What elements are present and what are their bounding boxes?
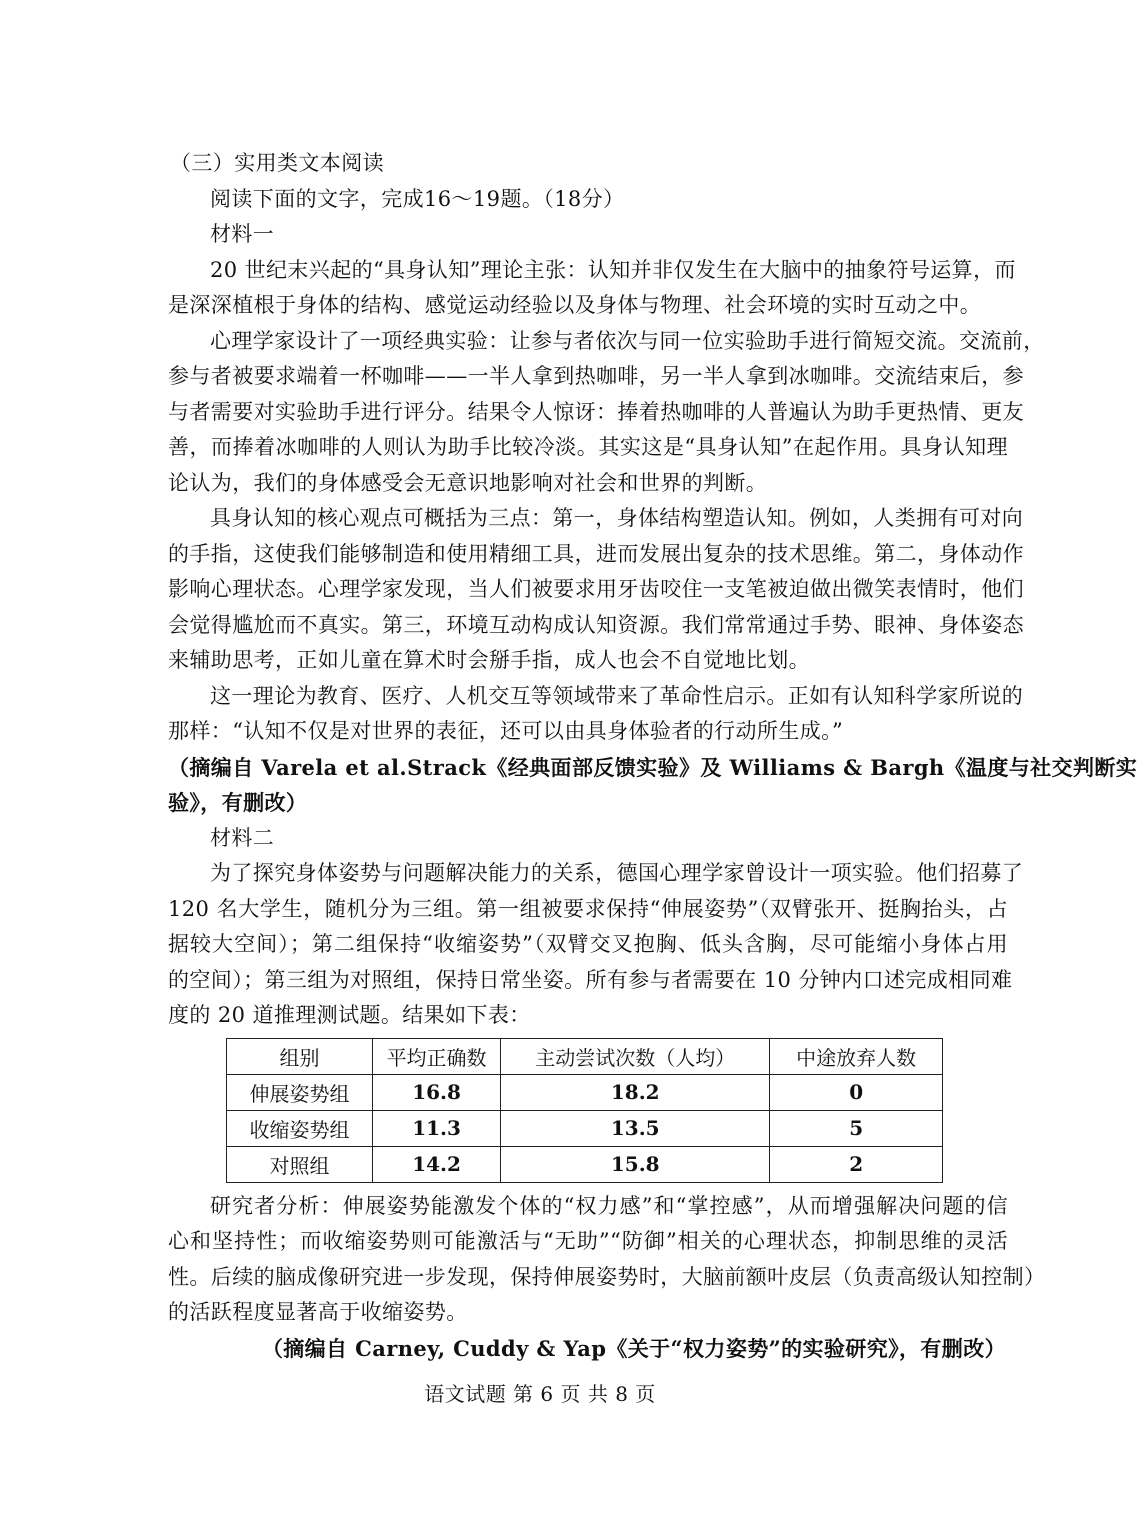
table-cell-value: 5 (770, 1110, 943, 1146)
table-row (227, 1146, 943, 1182)
m1-p1-line: 20 世纪末兴起的“具身认知”理论主张：认知并非仅发生在大脑中的抽象符号运算，而 (210, 257, 1016, 282)
m2-p2-line: 的活跃程度显著高于收缩姿势。 (168, 1300, 468, 1324)
m1-p2-line: 参与者被要求端着一杯咖啡——一半人拿到热咖啡，另一半人拿到冰咖啡。交流结束后，参 (168, 364, 1024, 388)
m1-p1-line: 是深深植根于身体的结构、感觉运动经验以及身体与物理、社会环境的实时互动之中。 (168, 293, 982, 317)
m1-p3-line: 影响心理状态。心理学家发现，当人们被要求用牙齿咬住一支笔被迫做出微笑表情时，他们 (168, 577, 1024, 601)
page-footer: 语文试题 第 6 页 共 8 页 (424, 1382, 656, 1406)
m2-p1-line: 的空间）；第三组为对照组，保持日常坐姿。所有参与者需要在 10 分钟内口述完成相同难 (168, 967, 1013, 992)
table-header-cell: 主动尝试次数（人均） (501, 1038, 770, 1074)
m1-p4-line: 这一理论为教育、医疗、人机交互等领域带来了革命性启示。正如有认知科学家所说的 (210, 683, 1024, 708)
table-cell-group: 伸展姿势组 (227, 1074, 373, 1110)
instruction: 阅读下面的文字，完成16～19题。（18分） (210, 186, 625, 211)
table-cell-value: 16.8 (372, 1074, 500, 1110)
table-cell-value: 18.2 (501, 1074, 770, 1110)
table-cell-value: 11.3 (372, 1110, 500, 1146)
m2-p1-line: 120 名大学生，随机分为三组。第一组被要求保持“伸展姿势”（双臂张开、挺胸抬头，占 (168, 896, 1008, 921)
m2-p2-line: 性。后续的脑成像研究进一步发现，保持伸展姿势时，大脑前额叶皮层（负责高级认知控制） (168, 1264, 1046, 1289)
table-cell-value: 13.5 (501, 1110, 770, 1146)
table-row (227, 1110, 943, 1146)
material1-label: 材料一 (210, 222, 275, 246)
m1-p3-line: 的手指，这使我们能够制造和使用精细工具，进而发展出复杂的技术思维。第二，身体动作 (168, 541, 1024, 566)
m2-p1-line: 据较大空间）；第二组保持“收缩姿势”（双臂交叉抱胸、低头含胸，尽可能缩小身体占用 (168, 932, 1008, 956)
table-header-row (227, 1038, 943, 1074)
section-title: （三）实用类文本阅读 (170, 151, 384, 175)
m1-p4-line: 那样：“认知不仅是对世界的表征，还可以由具身体验者的行动所生成。” (168, 719, 844, 743)
m2-p2-line: 心和坚持性；而收缩姿势则可能激活与“无助”“防御”相关的心理状态，抑制思维的灵活 (168, 1229, 1008, 1253)
results-table (226, 1038, 943, 1183)
table-header-cell: 组别 (227, 1038, 373, 1074)
reading-content (168, 146, 1137, 1366)
m2-p1-line: 为了探究身体姿势与问题解决能力的关系，德国心理学家曾设计一项实验。他们招募了 (210, 861, 1024, 885)
m1-p3-line: 具身认知的核心观点可概括为三点：第一，身体结构塑造认知。例如，人类拥有可对向 (210, 506, 1024, 530)
table-cell-value: 15.8 (501, 1146, 770, 1182)
table-cell-value: 2 (770, 1146, 943, 1182)
m2-source: （摘编自 Carney, Cuddy & Yap《关于“权力姿势”的实验研究》，有删改） (261, 1335, 1006, 1361)
table-header-cell: 平均正确数 (372, 1038, 500, 1074)
m1-p3-line: 来辅助思考，正如儿童在算术时会掰手指，成人也会不自觉地比划。 (168, 648, 810, 672)
m1-p3-line: 会觉得尴尬而不真实。第三，环境互动构成认知资源。我们常常通过手势、眼神、身体姿态 (168, 612, 1024, 637)
m2-p2-line: 研究者分析：伸展姿势能激发个体的“权力感”和“掌控感”，从而增强解决问题的信 (210, 1193, 1008, 1218)
material2-label: 材料二 (210, 825, 275, 850)
table-cell-value: 0 (770, 1074, 943, 1110)
table-row (227, 1074, 943, 1110)
m2-p1-line: 度的 20 道推理测试题。结果如下表： (168, 1003, 531, 1027)
m1-p2-line: 心理学家设计了一项经典实验：让参与者依次与同一位实验助手进行简短交流。交流前， (210, 328, 1045, 353)
m1-p2-line: 论认为，我们的身体感受会无意识地影响对社会和世界的判断。 (168, 470, 768, 495)
m1-p2-line: 善，而捧着冰咖啡的人则认为助手比较冷淡。其实这是“具身认知”在起作用。具身认知理 (168, 435, 1008, 459)
m1-p2-line: 与者需要对实验助手进行评分。结果令人惊讶：捧着热咖啡的人普遍认为助手更热情、更友 (168, 399, 1024, 424)
table-header-cell: 中途放弃人数 (770, 1038, 943, 1074)
table-cell-value: 14.2 (372, 1146, 500, 1182)
table-cell-group: 收缩姿势组 (227, 1110, 373, 1146)
table-cell-group: 对照组 (227, 1146, 373, 1182)
m1-source-line: （摘编自 Varela et al.Strack《经典面部反馈实验》及 Williams & Bargh《温度与社交判断实 (168, 754, 1137, 780)
m1-source-line: 验》，有删改） (168, 790, 308, 815)
